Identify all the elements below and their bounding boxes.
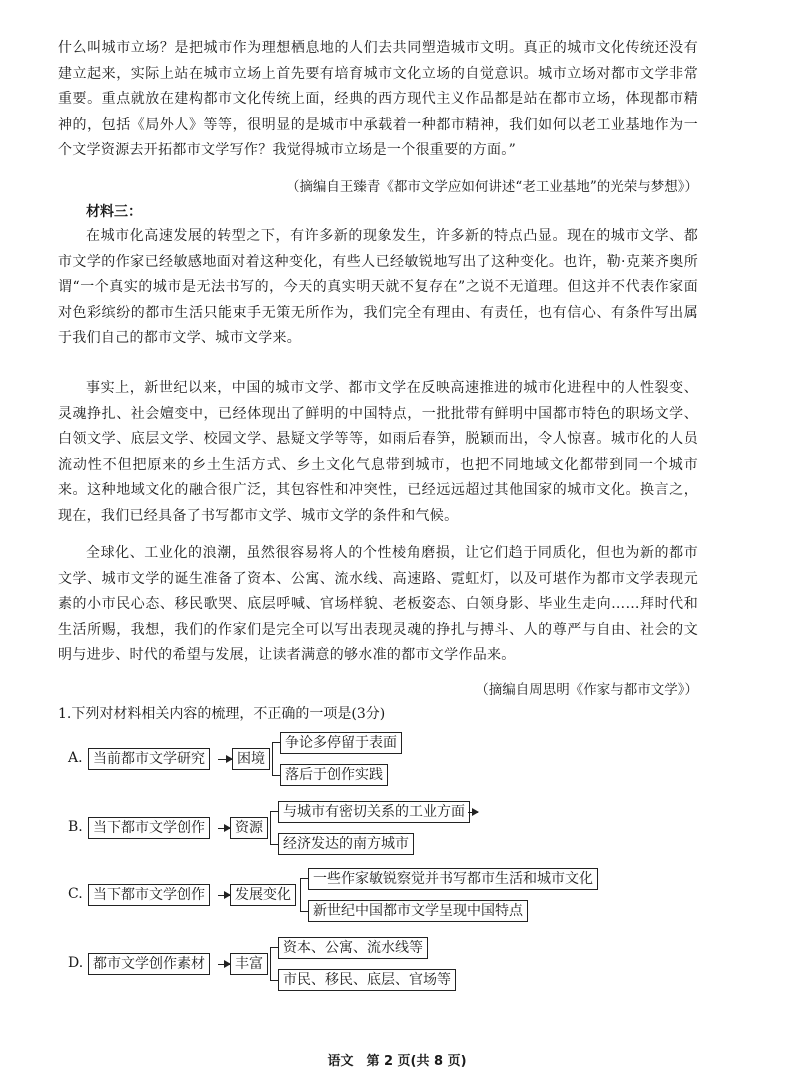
paragraph-material-3-2: 事实上，新世纪以来，中国的城市文学、都市文学在反映高速推进的城市化进程中的人性裂变、灵魂挣扎、社会嬗变中，已经体现出了鲜明的中国特点，一批批带有鲜明中国都市特色的职场文学、白领文学、底层文学、校园文学、悬疑文学等等，如雨后春笋，脱颖而出，令人惊喜。城市化的人员流动性不但把原来的乡土生活方式、乡土文化气息带到城市，也把不同地域文化都带到同一个城市来。这种地域文化的融合很广泛，其包容性和冲突性，已经远远超过其他国家的城市文化。换言之，现在，我们已经具备了书写都市文学、城市文学的条件和气候。 xyxy=(58,380,698,524)
option-branch-2: 市民、移民、底层、官场等 xyxy=(278,969,456,991)
option-main-box: 当前都市文学研究 xyxy=(88,748,210,770)
option-branch-1: 一些作家敏锐察觉并书写都市生活和城市文化 xyxy=(308,868,598,890)
option-branch-2: 新世纪中国都市文学呈现中国特点 xyxy=(308,900,528,922)
paragraph-material-2-end: 什么叫城市立场？是把城市作为理想栖息地的人们去共同塑造城市文明。真正的城市文化传统还没有建立起来，实际上站在城市立场上首先要有培育城市文化立场的自觉意识。城市立场对都市文学非常重要。重点就放在建构都市文化传统上面，经典的西方现代主义作品都是站在都市立场，体现都市精神的，包括《局外人》等等，很明显的是城市中承载着一种都市精神，我们如何以老工业基地作为一个文学资源去开拓都市文学写作？我觉得城市立场是一个很重要的方面。” xyxy=(58,40,698,159)
option-main-box: 都市文学创作素材 xyxy=(88,953,210,975)
option-a[interactable] xyxy=(68,730,668,794)
source-citation-1: （摘编自王臻青《都市文学应如何讲述“老工业基地”的光荣与梦想》） xyxy=(285,179,698,195)
option-letter: A. xyxy=(68,750,83,766)
option-main-box: 当下都市文学创作 xyxy=(88,884,210,906)
arrow-icon xyxy=(468,812,478,813)
option-branch-1: 与城市有密切关系的工业方面 xyxy=(278,801,470,823)
page-footer: 语文 第 2 页(共 8 页) xyxy=(327,1054,467,1069)
option-letter: B. xyxy=(68,819,83,835)
option-branch-2: 落后于创作实践 xyxy=(280,764,388,786)
paragraph-material-3-1: 在城市化高速发展的转型之下，有许多新的现象发生，许多新的特点凸显。现在的城市文学、都市文学的作家已经敏感地面对着这种变化，有些人已经敏锐地写出了这种变化。也许，勒·克莱齐奥所谓“一个真实的城市是无法书写的，今天的真实明天就不复存在”之说不无道理。但这并不代表作家面对色彩缤纷的都市生活只能束手无策无所作为，我们完全有理由、有责任，也有信心、有条件写出属于我们自己的都市文学、城市文学来。 xyxy=(58,228,698,347)
option-letter: C. xyxy=(68,886,83,902)
arrow-icon xyxy=(218,828,230,829)
arrow-icon xyxy=(218,964,230,965)
source-citation-2: （摘编自周思明《作家与都市文学》） xyxy=(475,682,698,698)
option-letter: D. xyxy=(68,955,84,971)
question-1-stem: 1.下列对材料相关内容的梳理，不正确的一项是(3分) xyxy=(58,706,386,722)
option-branch-1: 争论多停留于表面 xyxy=(280,732,402,754)
option-mid-box: 丰富 xyxy=(230,953,268,975)
option-c[interactable] xyxy=(68,866,668,930)
option-mid-box: 困境 xyxy=(232,748,270,770)
option-main-box: 当下都市文学创作 xyxy=(88,817,210,839)
material-3-heading: 材料三： xyxy=(86,204,142,220)
option-mid-box: 资源 xyxy=(230,817,268,839)
option-mid-box: 发展变化 xyxy=(230,884,296,906)
arrow-icon xyxy=(218,895,230,896)
option-d[interactable] xyxy=(68,935,668,999)
option-branch-2: 经济发达的南方城市 xyxy=(278,833,414,855)
paragraph-material-3-3: 全球化、工业化的浪潮，虽然很容易将人的个性棱角磨损，让它们趋于同质化，但也为新的都市文学、城市文学的诞生准备了资本、公寓、流水线、高速路、霓虹灯，以及可堪作为都市文学表现元素的小市民心态、移民歌哭、底层呼喊、官场样貌、老板姿态、白领身影、毕业生走向……拜时代和生活所赐，我想，我们的作家们是完全可以写出表现灵魂的挣扎与搏斗、人的尊严与自由、社会的文明与进步、时代的希望与发展，让读者满意的够水准的都市文学作品来。 xyxy=(58,545,698,664)
option-b[interactable] xyxy=(68,799,668,863)
arrow-icon xyxy=(218,759,232,760)
option-branch-1: 资本、公寓、流水线等 xyxy=(278,937,428,959)
